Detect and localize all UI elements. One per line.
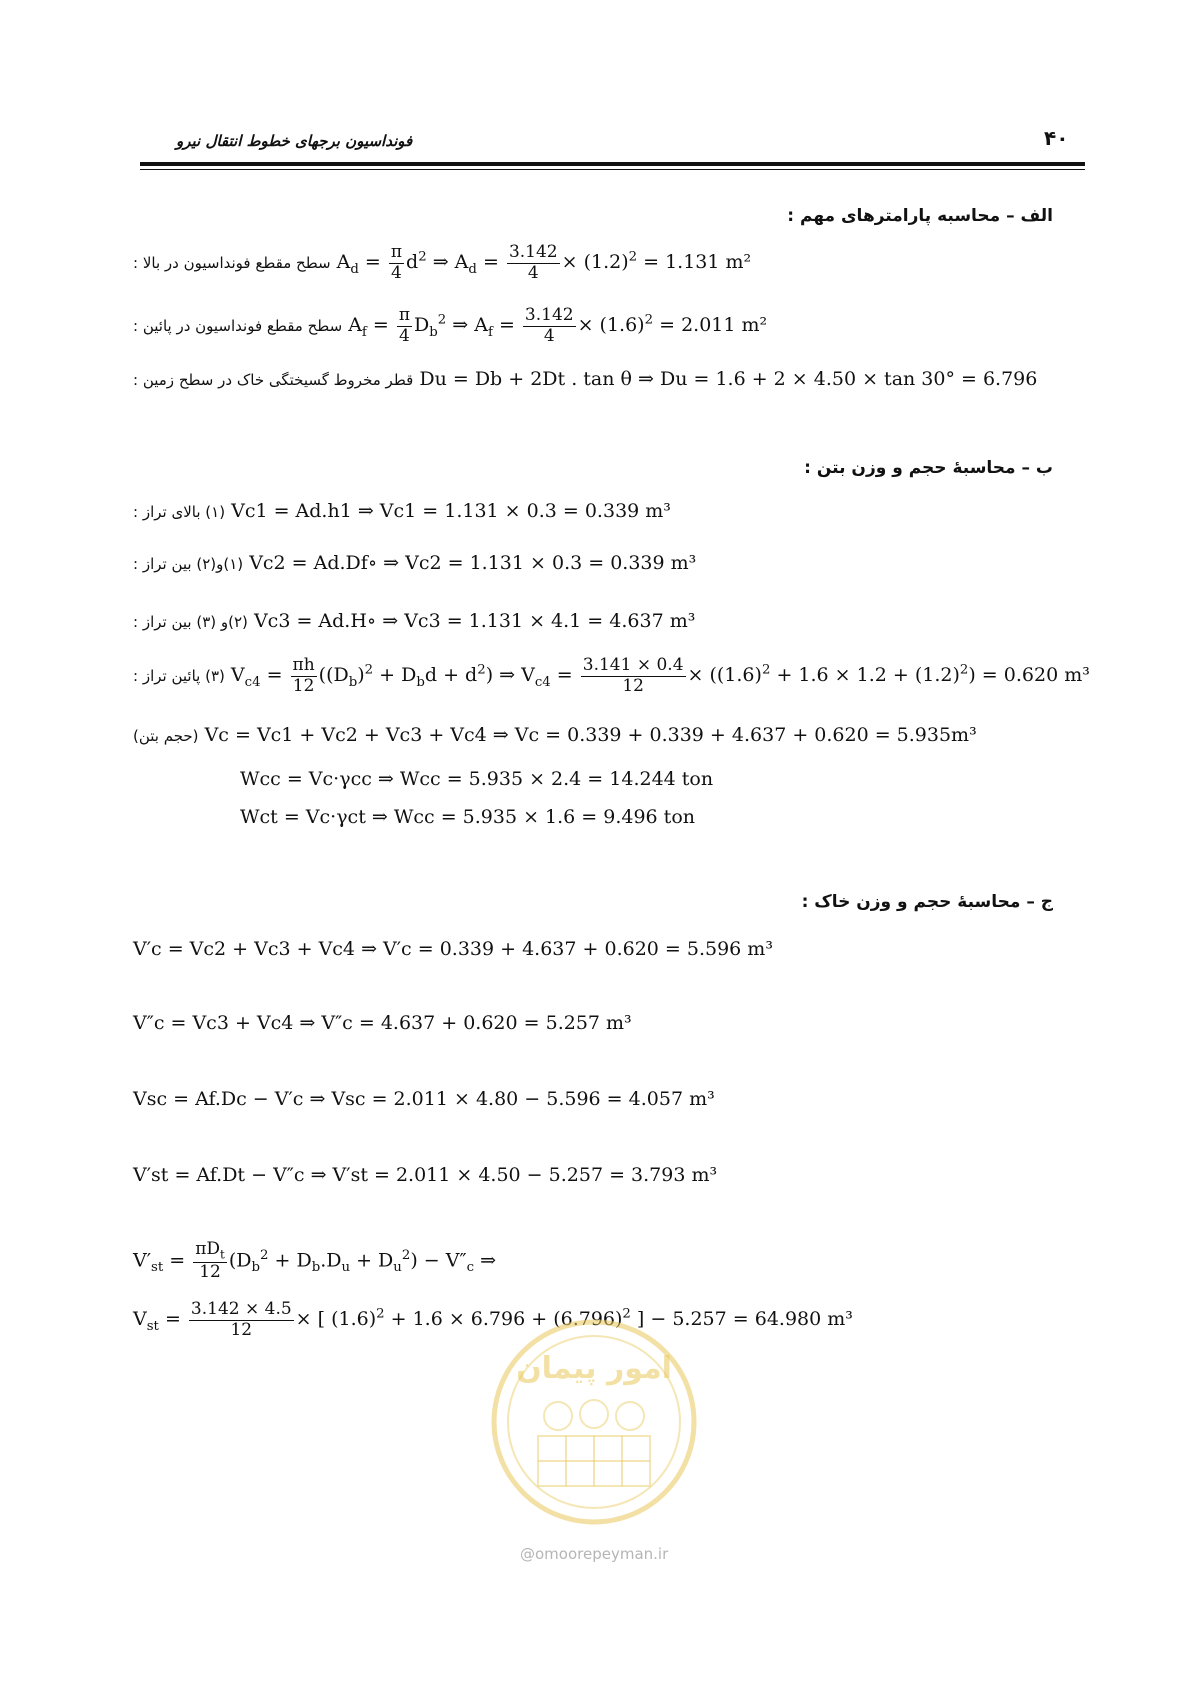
formula-ad: سطح مقطع فونداسیون در بالا : $A_d$ = $\frac{\pi}{4}$ $d^2$ ⇒ $A_d$ = $\frac{3.142}{4}$ × $(1.2)^2 = 1.131$ m² <box>133 242 752 283</box>
label-vc4: (۳) پائین تراز : <box>133 667 225 686</box>
label-vc: (حجم بتن) <box>133 727 199 745</box>
page-number: ۴۰ <box>1044 126 1069 150</box>
result-af: 2.011 m² <box>681 314 768 337</box>
formula-du <box>133 368 1037 390</box>
section-c-heading: ج – محاسبهٔ حجم و وزن خاک : <box>801 892 1053 912</box>
watermark-url: @omoorepeyman.ir <box>520 1545 669 1563</box>
formula-vsc: Vsc = Af.Dc − V′c ⇒ Vsc = 2.011 × 4.80 − 5.596 = 4.057 m³ <box>133 1088 715 1110</box>
formula-vst-prime-general: $V'_{st}$ = $\frac{\pi D_t}{12}$ $(D_b^2 + D_b.D_u + D_u^2) - V''_c$ ⇒ <box>133 1239 496 1283</box>
vc1-expression: Vc1 = Ad.h1 ⇒ Vc1 = 1.131 × 0.3 = 0.339 m³ <box>231 500 671 522</box>
formula-vc4: (۳) پائین تراز : $V_{c4}$ = $\frac{\pi h}{12}$ $((D_b)^2 + D_bd + d^2)$ ⇒ $V_{c4}$ = $\frac{3.141 \times 0.4}{12}$ × $((1.6)^2 + 1.6 \times 1.2 + (1.2)^2) = 0.620$ m³ <box>133 655 1090 696</box>
formula-vc2 <box>133 552 696 574</box>
formula-vc1 <box>133 500 671 522</box>
formula-wcc: Wcc = Vc·γcc ⇒ Wcc = 5.935 × 2.4 = 14.244 ton <box>240 768 714 790</box>
formula-vst: $V_{st}$ = $\frac{3.142 \times 4.5}{12}$ × [ $(1.6)^2 + 1.6 \times 6.796 + (6.796)^2$ ] − 5.257 = 64.980 m³ <box>133 1299 853 1340</box>
watermark-text: امور پیمان <box>516 1351 672 1386</box>
label-af: سطح مقطع فونداسیون در پائین : <box>133 317 343 336</box>
section-b-heading: ب – محاسبهٔ حجم و وزن بتن : <box>804 458 1053 478</box>
result-ad: 1.131 m² <box>665 251 752 274</box>
watermark-seal <box>488 1316 700 1528</box>
label-vc2: (۱)و(۲) بین تراز : <box>133 555 244 573</box>
formula-af: سطح مقطع فونداسیون در پائین : $A_f$ = $\frac{\pi}{4}$ $D_b^2$ ⇒ $A_f$ = $\frac{3.142}{4}$ × $(1.6)^2 = 2.011$ m² <box>133 305 768 346</box>
vc2-expression: Vc2 = Ad.Df∘ ⇒ Vc2 = 1.131 × 0.3 = 0.339 m³ <box>249 552 697 574</box>
formula-vc-prime: V′c = Vc2 + Vc3 + Vc4 ⇒ V′c = 0.339 + 4.637 + 0.620 = 5.596 m³ <box>133 938 773 960</box>
formula-vc3 <box>133 610 695 632</box>
header-rule-thin <box>140 169 1085 170</box>
label-ad: سطح مقطع فونداسیون در بالا : <box>133 254 331 273</box>
formula-vc-double-prime: V″c = Vc3 + Vc4 ⇒ V″c = 4.637 + 0.620 = 5.257 m³ <box>133 1012 632 1034</box>
vc-expression: Vc = Vc1 + Vc2 + Vc3 + Vc4 ⇒ Vc = 0.339 + 0.339 + 4.637 + 0.620 = 5.935m³ <box>204 724 977 746</box>
du-expression: Du = Db + 2Dt . tan θ ⇒ Du = 1.6 + 2 × 4.50 × tan 30° = 6.796 <box>419 368 1038 390</box>
label-du: قطر مخروط گسیختگی خاک در سطح زمین : <box>133 371 414 389</box>
vc3-expression: Vc3 = Ad.H∘ ⇒ Vc3 = 1.131 × 4.1 = 4.637 m³ <box>253 610 696 632</box>
formula-vc <box>133 724 977 746</box>
formula-vst-prime: V′st = Af.Dt − V″c ⇒ V′st = 2.011 × 4.50 − 5.257 = 3.793 m³ <box>133 1164 718 1186</box>
result-vst: 64.980 m³ <box>754 1308 853 1331</box>
result-vc4: 0.620 m³ <box>1003 664 1090 687</box>
formula-wct: Wct = Vc·γct ⇒ Wcc = 5.935 × 1.6 = 9.496 ton <box>240 806 695 828</box>
section-a-heading: الف – محاسبه پارامترهای مهم : <box>787 206 1053 226</box>
header-rule <box>140 162 1085 166</box>
running-title: فونداسیون برجهای خطوط انتقال نیرو <box>176 132 413 150</box>
label-vc3: (۲)و (۳) بین تراز : <box>133 613 248 631</box>
label-vc1: (۱) بالای تراز : <box>133 503 226 521</box>
